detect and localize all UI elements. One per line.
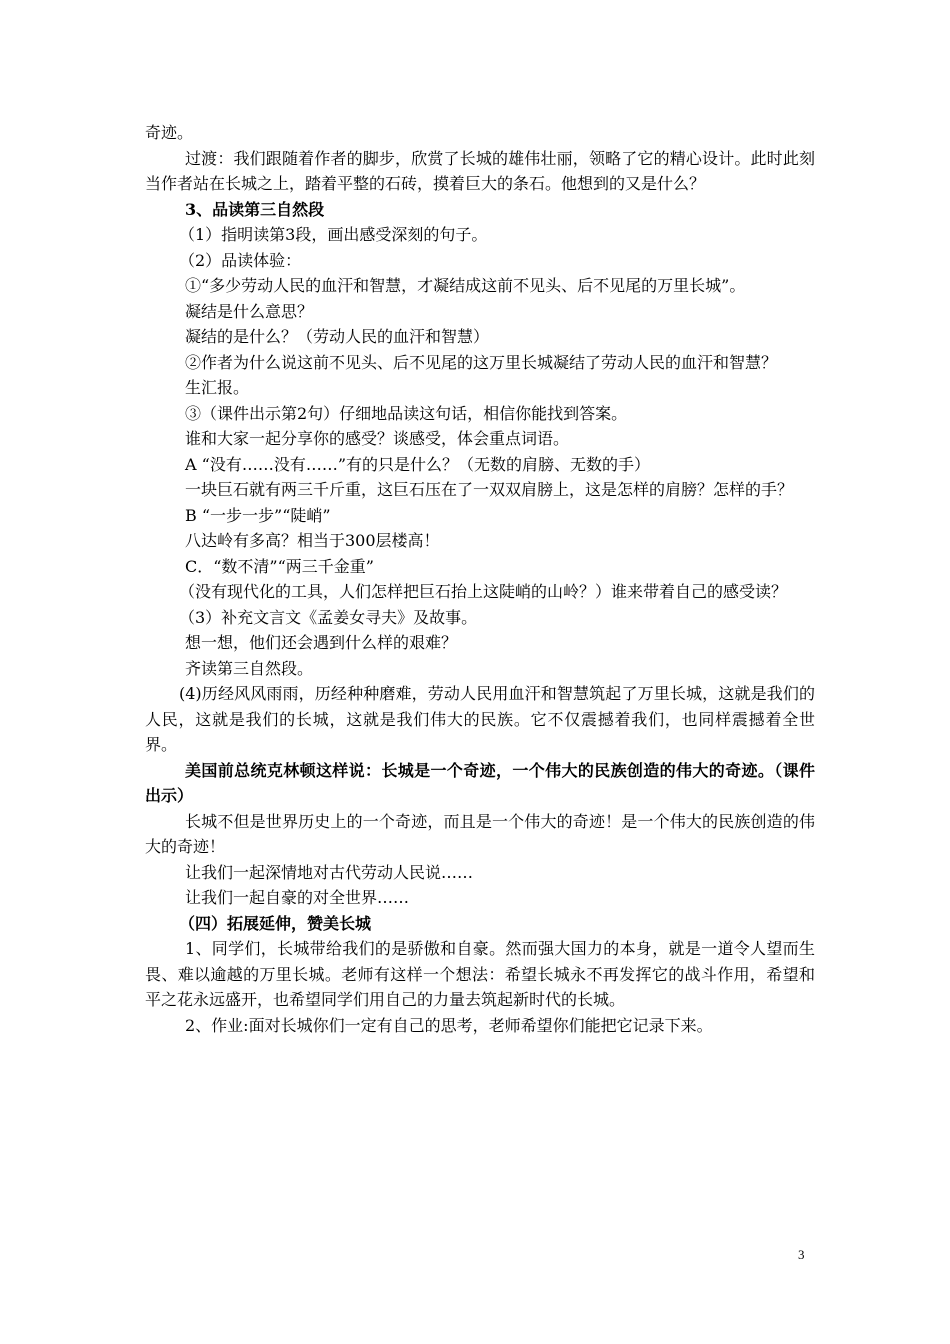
section-heading-3: 3、品读第三自然段 bbox=[185, 199, 325, 219]
paragraph-no-tools: （没有现代化的工具，人们怎样把巨石抬上这陡峭的山岭？）谁来带着自己的感受读？ bbox=[179, 582, 788, 601]
paragraph-step-4: (4)历经风风雨雨，历经种种磨难，劳动人民用血汗和智慧筑起了万里长城，这就是我们的人民，这就是我们的长城，这就是我们伟大的民族。它不仅震撼着我们，也同样震撼着全世界。 bbox=[145, 684, 815, 754]
paragraph-quote-1: ①“多少劳动人民的血汗和智慧，才凝结成这前不见头、后不见尾的万里长城”。 bbox=[185, 276, 746, 295]
paragraph-clinton-quote: 美国前总统克林顿这样说：长城是一个奇迹，一个伟大的民族创造的伟大的奇迹。（课件出示） bbox=[145, 760, 815, 805]
paragraph-step-1: （1）指明读第3段，画出感受深刻的句子。 bbox=[179, 225, 488, 244]
paragraph-question-1: 凝结是什么意思？ bbox=[185, 301, 314, 321]
section-heading-4: （四）拓展延伸，赞美长城 bbox=[179, 913, 372, 933]
paragraph-question-2: 凝结的是什么？（劳动人民的血汗和智慧） bbox=[185, 327, 490, 346]
paragraph-say-ancestors: 让我们一起深情地对古代劳动人民说…… bbox=[185, 862, 474, 882]
paragraph-step-2: （2）品读体验： bbox=[179, 250, 302, 270]
document-body bbox=[145, 120, 815, 1038]
paragraph-report: 生汇报。 bbox=[185, 378, 250, 397]
paragraph-miracle: 长城不但是世界历史上的一个奇迹，而且是一个伟大的奇迹！是一个伟大的民族创造的伟大的奇迹！ bbox=[145, 811, 815, 856]
paragraph-say-world: 让我们一起自豪的对全世界…… bbox=[185, 888, 410, 907]
paragraph-share: 谁和大家一起分享你的感受？谈感受，体会重点词语。 bbox=[185, 429, 570, 448]
paragraph-read-together: 齐读第三自然段。 bbox=[185, 658, 314, 678]
paragraph-stone: 一块巨石就有两三千斤重，这巨石压在了一双双肩膀上，这是怎样的肩膀？怎样的手？ bbox=[185, 480, 794, 499]
page-number: 3 bbox=[798, 1247, 805, 1262]
paragraph-step-3: （3）补充文言文《孟姜女寻夫》及故事。 bbox=[179, 607, 478, 627]
paragraph-continuation: 奇迹。 bbox=[145, 123, 194, 142]
paragraph-courseware-2: ③（课件出示第2句）仔细地品读这句话，相信你能找到答案。 bbox=[185, 403, 628, 423]
paragraph-point-b: B “一步一步”“陡峭” bbox=[185, 505, 331, 525]
paragraph-think: 想一想，他们还会遇到什么样的艰难？ bbox=[185, 633, 458, 652]
paragraph-extension-1: 1、同学们，长城带给我们的是骄傲和自豪。然而强大国力的本身，就是一道令人望而生畏、难以逾越的万里长城。老师有这样一个想法：希望长城永不再发挥它的战斗作用，希望和平之花永远盛开，也希望同学们用自己的力量去筑起新时代的长城。 bbox=[145, 939, 815, 1009]
paragraph-homework: 2、作业:面对长城你们一定有自己的思考，老师希望你们能把它记录下来。 bbox=[185, 1015, 713, 1035]
paragraph-point-a: A “没有……没有……”有的只是什么？（无数的肩膀、无数的手） bbox=[185, 454, 651, 474]
paragraph-transition: 过渡：我们跟随着作者的脚步，欣赏了长城的雄伟壮丽，领略了它的精心设计。此时此刻当作者站在长城之上，踏着平整的石砖，摸着巨大的条石。他想到的又是什么？ bbox=[145, 148, 815, 193]
paragraph-badaling: 八达岭有多高？相当于300层楼高！ bbox=[185, 531, 440, 550]
paragraph-point-c: C．“数不清”“两三千金重” bbox=[185, 556, 374, 576]
paragraph-question-3: ②作者为什么说这前不见头、后不见尾的这万里长城凝结了劳动人民的血汗和智慧？ bbox=[185, 352, 778, 372]
